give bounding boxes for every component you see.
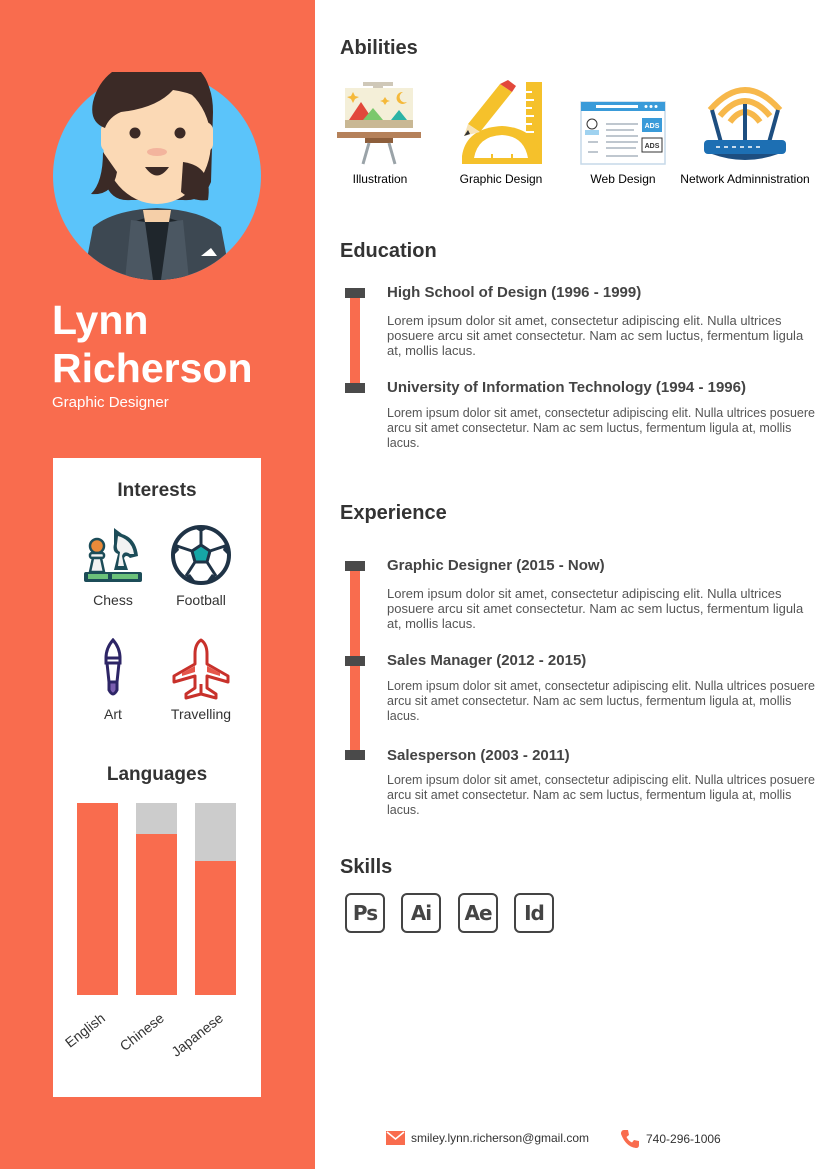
ability-label: Illustration [352,172,408,186]
football-icon [170,524,232,586]
skills-heading: Skills [340,856,393,878]
experience-entry-desc: Lorem ipsum dolor sit amet, consectetur adipiscing elit. Nulla ultrices posuere arcu sit amet consectetur. Nam ac sem luctus, fermentum ligula at, mollis lacus. [387,586,804,631]
last-name: Richerson [52,345,253,391]
easel-icon [337,80,423,166]
education-entry-desc: Lorem ipsum dolor sit amet, consectetur adipiscing elit. Nulla ultrices posuere arcu sit amet consectetur. Nam ac sem luctus, fermentum ligula at, mollis lacus. [387,313,804,358]
education-timeline [350,292,360,392]
airplane-icon [170,638,232,700]
ability-web-design [553,80,693,186]
contact-phone[interactable] [620,1129,721,1149]
indesign-icon: Id [514,893,554,933]
experience-entry-desc: Lorem ipsum dolor sit amet, consectetur adipiscing elit. Nulla ultrices posuere arcu sit amet consectetur. Nam ac sem luctus, fermentum ligula at, mollis lacus. [387,679,815,723]
illustrator-icon: Ai [401,893,441,933]
language-bar-chinese [136,803,177,995]
interest-label: Chess [93,592,133,608]
ability-label: Web Design [590,172,656,186]
interest-travelling [156,638,246,722]
email-text[interactable]: smiley.lynn.richerson@gmail.com [411,1131,590,1145]
interest-football [156,524,246,608]
education-entry-title: University of Information Technology (1994 - 1996) [387,379,746,396]
language-label: English [61,1009,108,1051]
after-effects-icon: Ae [458,893,498,933]
interests-heading: Interests [117,480,197,501]
language-fill [195,861,236,995]
interest-label: Travelling [170,706,232,722]
ability-graphic-design [431,80,571,186]
education-heading: Education [340,240,437,262]
photoshop-icon: Ps [345,893,385,933]
experience-heading: Experience [340,502,447,524]
timeline-marker [345,561,365,571]
interests-languages-card [53,458,261,1097]
timeline-marker [345,656,365,666]
experience-entry-title: Graphic Designer (2015 - Now) [387,557,605,574]
interest-chess [68,524,158,608]
job-role: Graphic Designer [52,394,169,411]
pencil-ruler-icon [458,80,544,166]
language-bar-japanese [195,803,236,995]
sidebar [0,0,315,1169]
svg-text:ADS: ADS [644,123,660,130]
language-label: Chinese [116,1009,167,1054]
language-label: Japanese [168,1009,226,1060]
interest-label: Football [176,592,226,608]
phone-text[interactable]: 740-296-1006 [646,1132,721,1146]
experience-entry-title: Salesperson (2003 - 2011) [387,747,570,764]
language-fill [77,803,118,995]
person-name [52,296,302,392]
education-entry-desc: Lorem ipsum dolor sit amet, consectetur adipiscing elit. Nulla ultrices posuere arcu sit amet consectetur. Nam ac sem luctus, fermentum ligula at, mollis lacus. [387,406,815,450]
abilities-heading: Abilities [340,37,418,59]
phone-icon [620,1129,640,1149]
timeline-marker [345,288,365,298]
language-bar-english [77,803,118,995]
svg-text:ADS: ADS [644,143,660,150]
experience-entry-desc: Lorem ipsum dolor sit amet, consectetur adipiscing elit. Nulla ultrices posuere arcu sit amet consectetur. Nam ac sem luctus, fermentum ligula at, mollis lacus. [387,773,815,817]
interest-art [68,638,158,722]
languages-heading: Languages [106,764,208,785]
ability-illustration [310,80,450,186]
interest-label: Art [104,706,122,722]
chess-icon [82,524,144,586]
avatar [53,72,261,280]
first-name: Lynn [52,297,149,343]
router-icon [702,80,788,166]
ability-label: Graphic Design [459,172,543,186]
contact-email[interactable] [386,1131,589,1145]
paintbrush-icon [82,638,144,700]
education-entry-title: High School of Design (1996 - 1999) [387,284,642,301]
language-fill [136,834,177,995]
webpage-icon [580,80,666,166]
ability-label: Network Adminnistration [680,172,810,186]
email-icon [386,1131,405,1145]
experience-entry-title: Sales Manager (2012 - 2015) [387,652,587,669]
ability-network-administration [675,80,815,186]
timeline-marker [345,750,365,760]
timeline-marker [345,383,365,393]
